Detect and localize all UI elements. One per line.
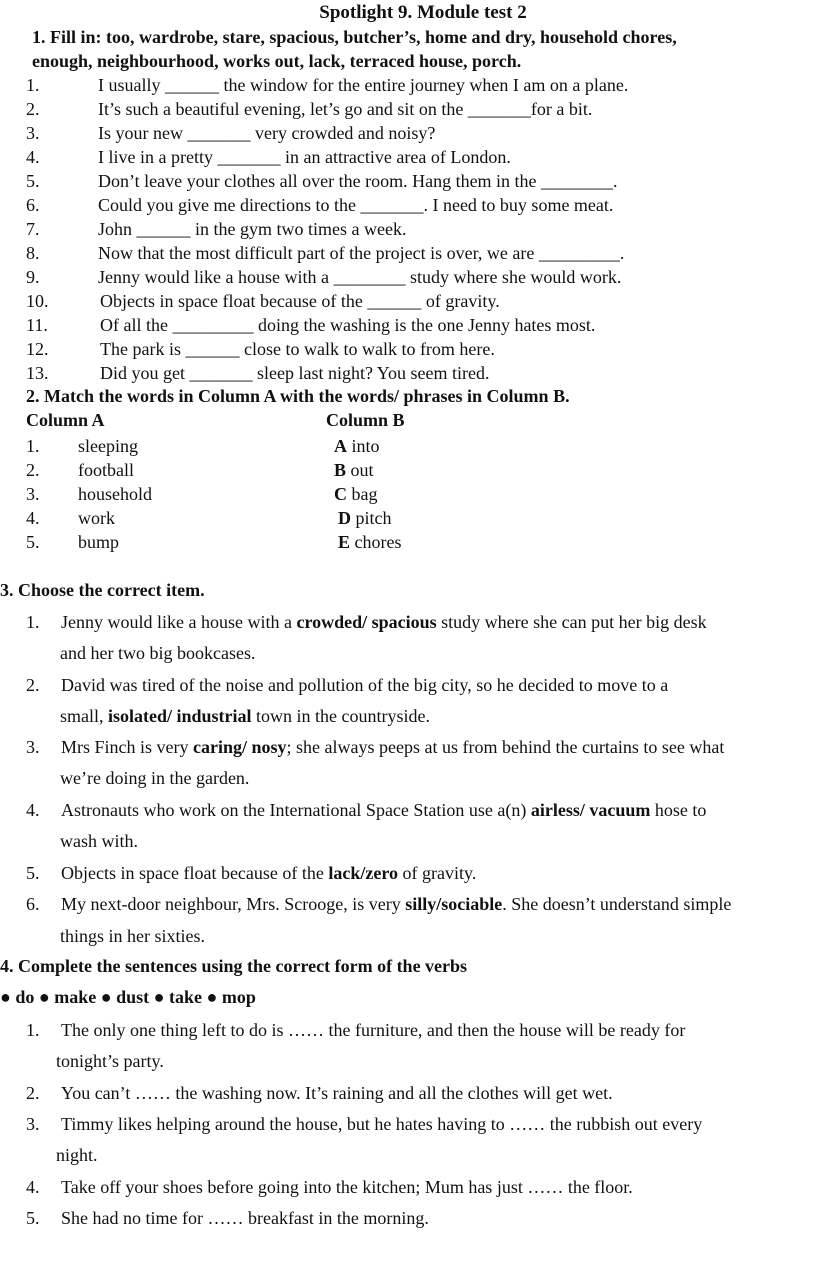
section4-heading: 4. Complete the sentences using the correct form of the verbs bbox=[0, 956, 468, 976]
page-title: Spotlight 9. Module test 2 bbox=[319, 2, 527, 23]
section2-heading: 2. Match the words in Column A with the words/ phrases in Column B. bbox=[26, 386, 570, 406]
s4-item-cont: tonight’s party. bbox=[56, 1051, 164, 1071]
column-b-header: Column B bbox=[326, 410, 405, 430]
s3-item-cont: we’re doing in the garden. bbox=[60, 768, 250, 788]
column-a-header: Column A bbox=[26, 410, 105, 430]
s3-item-cont: and her two big bookcases. bbox=[60, 643, 256, 663]
section1-heading-line1: 1. Fill in: too, wardrobe, stare, spacious, butcher’s, home and dry, household chores, bbox=[32, 27, 677, 47]
s3-item-cont: small, isolated/ industrial town in the countryside. bbox=[60, 706, 431, 726]
section1-heading-line2: enough, neighbourhood, works out, lack, terraced house, porch. bbox=[32, 51, 522, 71]
s3-item-cont: wash with. bbox=[60, 831, 138, 851]
section3-heading: 3. Choose the correct item. bbox=[0, 580, 205, 600]
verb-list: ● do ● make ● dust ● take ● mop bbox=[0, 987, 256, 1007]
s3-item-cont: things in her sixties. bbox=[60, 926, 205, 946]
s4-item-cont: night. bbox=[56, 1145, 98, 1165]
